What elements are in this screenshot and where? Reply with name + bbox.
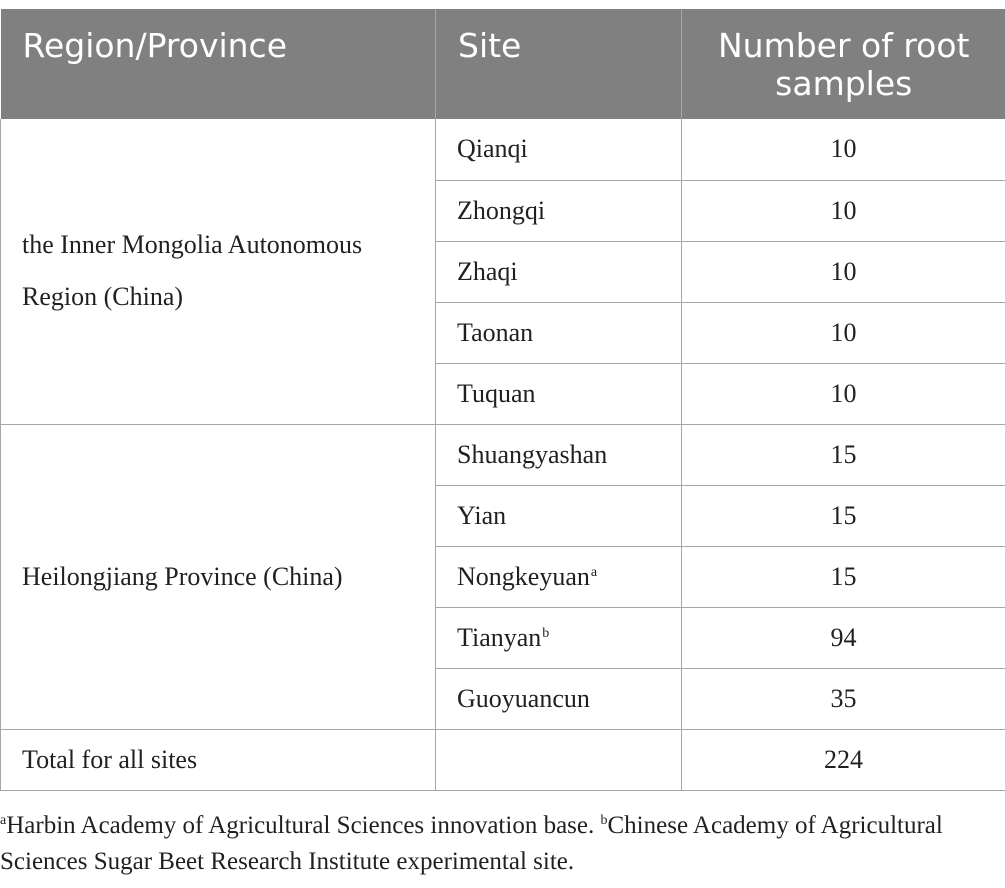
- header-region: Region/Province: [1, 9, 436, 119]
- region-cell-heilongjiang: [1, 424, 436, 729]
- table-row: [1, 119, 1005, 180]
- site-cell: [436, 241, 682, 302]
- footnote-marker: a: [590, 564, 598, 580]
- footnote-b-text: Chinese Academy of Agricultural Sciences Sugar Beet Research Institute experimental site.: [0, 812, 943, 875]
- count-cell: 10: [682, 180, 1005, 241]
- total-label: Total for all sites: [1, 729, 436, 790]
- site-cell: [436, 607, 682, 668]
- site-name: Guoyuancun: [457, 683, 590, 713]
- footnote-marker: b: [542, 625, 550, 641]
- count-cell: 15: [682, 424, 1005, 485]
- header-row: [1, 9, 1005, 119]
- site-name: Zhongqi: [457, 195, 546, 225]
- count-cell: 10: [682, 241, 1005, 302]
- footnote-b-marker: b: [600, 813, 608, 828]
- region-cell-inner-mongolia: [1, 119, 436, 424]
- table-body: [1, 119, 1005, 790]
- region-line: Heilongjiang Province (China): [22, 561, 343, 591]
- header-site: Site: [436, 9, 682, 119]
- table-header: [1, 9, 1005, 119]
- site-cell: [436, 363, 682, 424]
- site-cell: [436, 546, 682, 607]
- site-name: Qianqi: [457, 134, 528, 164]
- header-count: [682, 9, 1005, 119]
- site-cell: [436, 668, 682, 729]
- table-row: [1, 424, 1005, 485]
- count-cell: 10: [682, 119, 1005, 180]
- count-cell: 15: [682, 485, 1005, 546]
- site-name: Tuquan: [457, 378, 536, 408]
- footnote-a-marker: a: [0, 813, 7, 828]
- header-count-line1: Number of root: [717, 26, 970, 65]
- count-cell: 94: [682, 607, 1005, 668]
- total-site-empty: [436, 729, 682, 790]
- footnote-a-text: Harbin Academy of Agricultural Sciences innovation base.: [6, 812, 595, 839]
- total-count: 224: [682, 729, 1005, 790]
- site-name: Nongkeyuan: [457, 561, 590, 591]
- header-count-line2: samples: [775, 64, 913, 103]
- site-name: Taonan: [457, 317, 534, 347]
- site-name: Shuangyashan: [457, 439, 608, 469]
- site-cell: [436, 424, 682, 485]
- count-cell: 35: [682, 668, 1005, 729]
- site-name: Yian: [457, 500, 507, 530]
- region-line: the Inner Mongolia Autonomous: [22, 230, 363, 260]
- count-cell: 15: [682, 546, 1005, 607]
- site-cell: [436, 119, 682, 180]
- samples-table: [0, 9, 1005, 791]
- count-cell: 10: [682, 302, 1005, 363]
- region-line: Region (China): [22, 282, 184, 312]
- site-name: Tianyan: [457, 622, 542, 652]
- site-cell: [436, 180, 682, 241]
- count-cell: 10: [682, 363, 1005, 424]
- site-name: Zhaqi: [457, 256, 518, 286]
- site-cell: [436, 302, 682, 363]
- table-footnotes: [0, 808, 1005, 880]
- site-cell: [436, 485, 682, 546]
- total-row: [1, 729, 1005, 790]
